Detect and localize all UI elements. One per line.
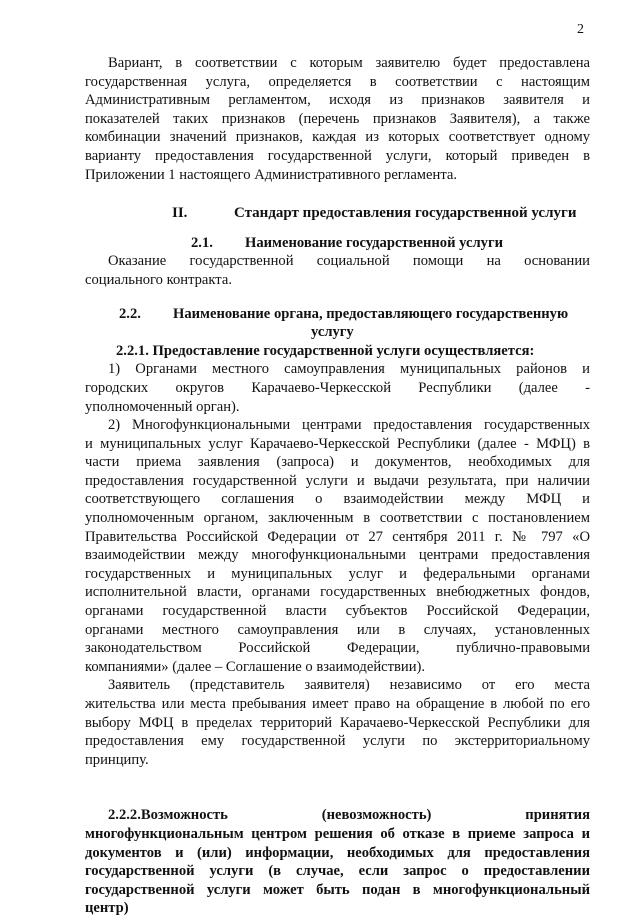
text-line: государственной услуги может быть подан в многофункциональный [85, 881, 590, 898]
text-line: документов и (или) информации, необходимых для предоставления [85, 844, 590, 861]
text-line: Вариант, в соответствии с которым заявителю будет предоставлена [108, 55, 590, 71]
text-line: варианту предоставления государственной услуги, который приведен в [85, 147, 590, 164]
text-line: показателей таких признаков (перечень признаков Заявителя), а также [85, 110, 590, 127]
text-line: центр) [85, 900, 129, 917]
section-title: Стандарт предоставления государственной услуги [234, 205, 577, 222]
text-line: законодательством Российской Федерации, публично-правовыми [85, 640, 590, 657]
page-number: 2 [577, 22, 584, 37]
text-line: предоставления ему государственной услуги по экстерриториальному [85, 733, 590, 750]
item-1 [85, 360, 590, 416]
text-line: 2.2.2.Возможность (невозможность) принятия [108, 807, 590, 824]
subsection-number: 2.1. [191, 234, 213, 251]
text-line: 2) Многофункциональными центрами предоставления государственных [108, 417, 590, 434]
subsection-title: Наименование государственной услуги [245, 234, 503, 251]
section-number: II. [172, 205, 188, 222]
text-line: выбору МФЦ в пределах территорий Карачаево-Черкесской Республики для [85, 714, 590, 731]
clause-2-2-2 [85, 806, 590, 918]
text-line: части приема заявления (запроса) и документов, необходимых для [85, 454, 590, 471]
paragraph-3 [85, 676, 590, 769]
subsection-number: 2.2. [119, 305, 141, 322]
page-content [85, 54, 590, 918]
text-line: принципу. [85, 751, 149, 768]
text-line: комбинации значений признаков, каждая из которых соответствует одному [85, 129, 590, 146]
text-line: 1) Органами местного самоуправления муниципальных районов и [108, 361, 590, 378]
text-line: предоставления государственной услуги и выдачи результата, при наличии [85, 472, 590, 489]
text-line: компаниями» (далее – Соглашение о взаимодействии). [85, 658, 426, 675]
text-line: Оказание государственной социальной помощи на основании [108, 253, 590, 270]
text-line: многофункциональным центром решения об отказе в приеме запроса и [85, 825, 590, 842]
text-line: Приложении 1 настоящего Административного регламента. [85, 166, 458, 183]
text-line: органами государственной власти субъектов Российской Федерации, [85, 603, 590, 620]
text-line: городских округов Карачаево-Черкесской Республики (далее - [85, 379, 590, 396]
section-heading [172, 204, 590, 223]
clause-heading: 2.2.1. Предоставление государственной услуги осуществляется: [116, 342, 535, 359]
subsection-heading [85, 305, 590, 324]
text-line: органами местного самоуправления или в случаях, установленных [85, 621, 590, 638]
text-line: государственной услуги (в случае, если запрос о предоставлении [85, 863, 590, 880]
text-line: взаимодействии между многофункциональными центрами предоставления [85, 547, 590, 564]
text-line: государственная услуга, определяется в соответствии с настоящим [85, 73, 590, 90]
text-line: уполномоченным органом, заключенным в соответствии с постановлением [85, 510, 590, 527]
text-line: Заявитель (представитель заявителя) независимо от его места [108, 677, 590, 694]
item-2 [85, 416, 590, 676]
text-line: исполнительной власти, органами государственных внебюджетных фондов, [85, 584, 590, 601]
text-line: Административным регламентом, исходя из признаков заявителя и [85, 92, 590, 109]
spacer [85, 769, 590, 806]
text-line: жительства или места пребывания имеет право на обращение в любой по его [85, 696, 590, 712]
subsection-heading [85, 234, 590, 253]
text-line: Правительства Российской Федерации от 27 сентября 2011 г. № 797 «О [85, 528, 590, 545]
intro-paragraph [85, 54, 590, 184]
text-line: уполномоченный орган). [85, 398, 240, 415]
subsection-title-cont: услугу [311, 324, 354, 341]
subsection-title: Наименование органа, предоставляющего государственную [173, 305, 569, 322]
text-line: социального контракта. [85, 271, 232, 288]
text-line: государственных и муниципальных услуг и федеральными органами [85, 565, 590, 582]
text-line: и муниципальных услуг Карачаево-Черкесской Республики (далее - МФЦ) в [85, 435, 590, 452]
text-line: соответствующего соглашения о взаимодействии между МФЦ и [85, 491, 590, 508]
